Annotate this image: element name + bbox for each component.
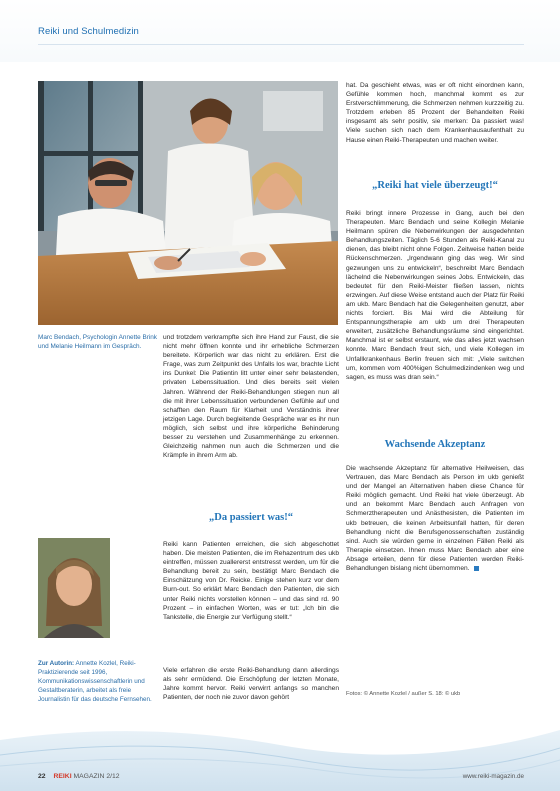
paragraph-text: Die wachsende Akzeptanz für alternative Heilweisen, das Vertrauen, das Marc Bendach als Person im ukb genießt und der Mangel an Alternativen haben diese Chance für Reiki möglich gemacht. Und Reiki hat viele überzeugt. Ab und an bekommt Marc Bendach auch Anfragen von Schmerztherapeuten und Anästhesisten, die Patienten im ukb betreuen, die keinen Arbeitsunfall hatten, für deren Behandlung nicht die Berufsgenossenschaften zuständig sind. Auch sie würden gerne in einzelnen Fällen Reiki als Therapie einsetzen. Ihnen muss Marc Bendach aber eine Absage erteilen, denn für diese Patienten werden Reiki-Behandlungen bislang nicht übernommen. <box>346 465 524 573</box>
footer-page-info <box>38 773 120 780</box>
subheading-reiki-hat-viele: „Reiki hat viele überzeugt!“ <box>372 180 498 191</box>
article-photo <box>38 81 338 325</box>
right-column-text-3 <box>346 464 524 582</box>
subheading-wachsende-akzeptanz: Wachsende Akzeptanz <box>384 439 486 450</box>
author-bio <box>38 660 158 705</box>
magazine-brand: REIKI <box>53 773 72 780</box>
author-bio-text: Annette Kozlel, Reiki-Praktizierende seit 1996, Kommunikationswissenschaftlerin und Gestaltberaterin, arbeitet als freie Journalistin für das deutsche Fernsehen. <box>38 660 152 703</box>
subheading-da-passiert-was: „Da passiert was!“ <box>209 512 293 523</box>
website-link[interactable]: www.reiki-magazin.de <box>462 773 524 780</box>
mid-column-text-2 <box>163 540 339 631</box>
right-column-text-2 <box>346 209 524 391</box>
paragraph: Reiki bringt innere Prozesse in Gang, auch bei den Therapeuten. Marc Bendach und seine Kollegin Melanie Heilmann spüren die Nebenwirkungen der ausgedehnten Behandlungszeiten. Täglich 5-6 Stunden als Reiki-Kanal zu dienen, das bleibt nicht ohne Folgen. Zeitweise hatten beide Rückenschmerzen. „Irgendwann ging das weg. Wir sind gezwungen uns zu entwickeln“, beschreibt Marc Bendach lächelnd die Nebenwirkungen seines Jobs. Entwickeln, das bedeutet für den Reiki-Meister fließen lassen, nichts erzwingen. Auf diese Weise entstand auch der Platz für Reiki am ukb. Marc Bendach hat die Gelegenheiten genutzt, aber nichts forciert. Bis Mai wird die Abteilung für Entspannungstherapie am ukb um drei Therapeuten erweitert, zusätzliche Behandlungsräume sind eingerichtet. Manchmal ist er selbst erstaunt, wie das alles jetzt wachsen konnte. Marc Bendach freut sich, und viele Kollegen im Unfallkrankenhaus Berlin freuen sich mit: „Viele switchen um, kommen vom 400%igen Schulmedizindenken weg und sagen, es muss was dran sein.“ <box>346 210 525 381</box>
author-label: Zur Autorin: <box>38 660 75 667</box>
paragraph: hat. Da geschieht etwas, was er oft nicht einordnen kann, Gefühle kommen hoch, manchmal kommt es zur Erstverschlimmerung, die Schmerzen nehmen kurzzeitig zu. Trotzdem erleben 85 Prozent der Behandelten Reiki insgesamt als sehr positiv, sie merken: Da passiert was! Viele suchen sich nach dem Krankenhausaufenthalt zu Hause einen Reiki-Therapeuten und machen weiter. <box>346 82 524 144</box>
header-divider <box>38 44 524 45</box>
article-end-icon <box>474 566 479 571</box>
page-number: 22 <box>38 773 46 780</box>
mid-column-text <box>163 333 339 469</box>
paragraph: Reiki kann Patienten erreichen, die sich abgeschottet haben. Die meisten Patienten, die im Rehazentrum des ukb eintreffen, müssen zuallererst entstresst werden, um für die Behandlung bereit zu sein, bestätigt Marc Bendach die Einschätzung von Dr. Reicke. Einige stehen kurz vor dem Burn-out. So erklärt Marc Bendach den Patienten, die sich unter Reiki nichts vorstellen können – und das sind rd. 90 Prozent – in einfachen Worten, was er tut: „Ich bin die Tankstelle, die Energie zur Verfügung stellt.“ <box>163 541 339 621</box>
paragraph <box>346 464 524 573</box>
paragraph: und trotzdem verkrampfte sich ihre Hand zur Faust, die sie nicht mehr öffnen konnte und ihr erhebliche Schmerzen bereitete. Körperlich war das nicht zu erklären. Erst die Frage, was zum Zeitpunkt des Unfalls los war, brachte Licht ins Dunkel: Die Patientin litt unter einer sehr belastenden, privaten Lebenssituation. Und dies bereits seit vielen Jahren. Während der Reiki-Behandlungen stiegen nun all die mit ihrer Lebenssituation verbundenen Gefühle auf und schafften den Raum für Klarheit und Verständnis ihrer jetzigen Lage. Durch begleitende Gespräche war es ihr nun möglich, sich selbst und ihre körperliche Behinderung besser zu verstehen und Zusammenhänge zu erkennen. Gleichzeitig nahmen nun auch die Schmerzen und die Krämpfe in ihrem Arm ab. <box>163 334 339 460</box>
photo-credits: Fotos: © Annette Kozlel / außer S. 18: © ukb <box>346 691 461 697</box>
paragraph: Viele erfahren die erste Reiki-Behandlung dann allerdings als sehr ermüdend. Die Erschöpfung der letzten Monate, Jahre kommt hervor. Reiki verwirrt anfangs so manchen Patienten, der noch nie zuvor davon gehört <box>163 667 339 702</box>
magazine-issue: MAGAZIN 2/12 <box>73 773 120 780</box>
right-column-text-1 <box>346 81 524 154</box>
section-title: Reiki und Schulmedizin <box>38 26 139 37</box>
author-portrait <box>38 538 110 638</box>
photo-caption: Marc Bendach, Psychologin Annette Brink und Melanie Heilmann im Gespräch. <box>38 334 158 351</box>
